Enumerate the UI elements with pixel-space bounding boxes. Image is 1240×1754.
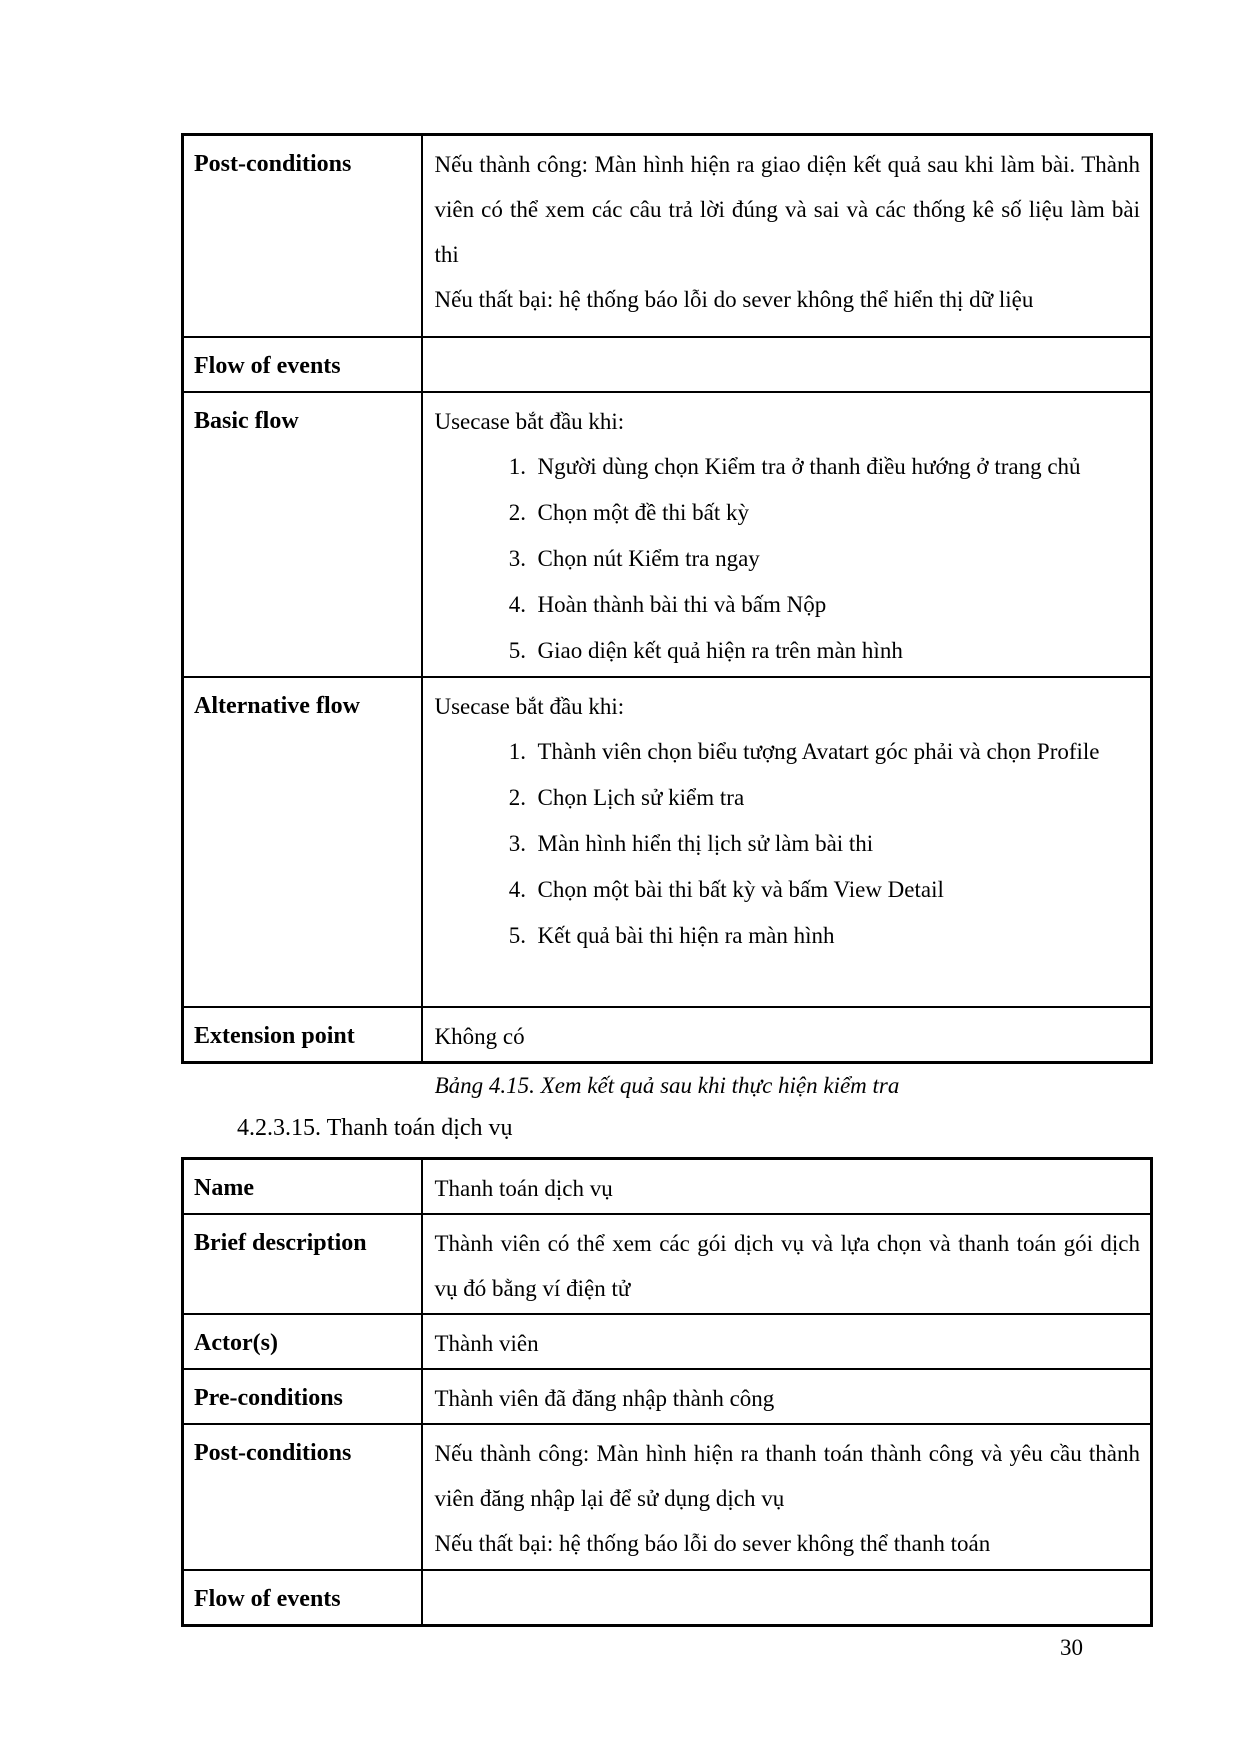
table-row-flow-of-events <box>183 1570 1152 1626</box>
table-row-post-conditions <box>183 1424 1152 1570</box>
table-row-post-conditions <box>183 135 1152 337</box>
step-item: 4. Chọn một bài thi bất kỳ và bấm View Detail <box>538 867 1141 913</box>
table-row-alternative-flow <box>183 677 1152 1007</box>
flow-intro: Usecase bắt đầu khi: <box>434 693 625 719</box>
row-content <box>422 1314 1152 1369</box>
document-content <box>181 133 1153 1627</box>
row-content <box>422 1158 1152 1214</box>
row-content-empty <box>422 337 1152 392</box>
table-caption: Bảng 4.15. Xem kết quả sau khi thực hiện kiểm tra <box>434 1072 900 1098</box>
paragraph: Thành viên <box>434 1330 539 1356</box>
table-row-brief-description <box>183 1214 1152 1314</box>
step-item: 2. Chọn Lịch sử kiểm tra <box>538 775 1141 821</box>
step-item: 3. Chọn nút Kiểm tra ngay <box>538 536 1141 582</box>
paragraph: Thanh toán dịch vụ <box>434 1175 613 1201</box>
table-row-extension-point <box>183 1007 1152 1063</box>
row-content <box>422 677 1152 1007</box>
table-row-name <box>183 1158 1152 1214</box>
step-item: 4. Hoàn thành bài thi và bấm Nộp <box>538 582 1141 628</box>
row-content <box>422 1369 1152 1424</box>
row-label: Flow of events <box>183 337 422 392</box>
row-content <box>422 1007 1152 1063</box>
step-item: 1. Người dùng chọn Kiểm tra ở thanh điều hướng ở trang chủ <box>538 444 1141 490</box>
row-label: Post-conditions <box>183 135 422 337</box>
table-row-actors <box>183 1314 1152 1369</box>
row-content <box>422 1214 1152 1314</box>
row-label: Basic flow <box>183 392 422 677</box>
table-row-flow-of-events <box>183 337 1152 392</box>
flow-intro: Usecase bắt đầu khi: <box>434 408 625 434</box>
table-row-basic-flow <box>183 392 1152 677</box>
step-item: 2. Chọn một đề thi bất kỳ <box>538 490 1141 536</box>
row-label: Alternative flow <box>183 677 422 1007</box>
alternative-flow-steps <box>435 729 1141 959</box>
paragraph: Nếu thành công: Màn hình hiện ra giao diện kết quả sau khi làm bài. Thành viên có thể xem các câu trả lời đúng và sai và các thống kê số liệu làm bài thi <box>434 152 1140 267</box>
row-label: Brief description <box>183 1214 422 1314</box>
section-heading: 4.2.3.15. Thanh toán dịch vụ <box>237 1114 513 1141</box>
row-label: Pre-conditions <box>183 1369 422 1424</box>
basic-flow-steps <box>435 444 1141 674</box>
usecase-table-payment <box>181 1157 1153 1627</box>
step-item: 3. Màn hình hiển thị lịch sử làm bài thi <box>538 821 1141 867</box>
row-label: Actor(s) <box>183 1314 422 1369</box>
row-content <box>422 135 1152 337</box>
paragraph: Nếu thất bại: hệ thống báo lỗi do sever không thể thanh toán <box>434 1530 991 1556</box>
page-number: 30 <box>1060 1635 1083 1660</box>
usecase-table-view-results <box>181 133 1153 1064</box>
row-label: Flow of events <box>183 1570 422 1626</box>
table-row-pre-conditions <box>183 1369 1152 1424</box>
step-item: 5. Kết quả bài thi hiện ra màn hình <box>538 913 1141 959</box>
row-label: Name <box>183 1158 422 1214</box>
row-label: Post-conditions <box>183 1424 422 1570</box>
row-content <box>422 1424 1152 1570</box>
step-item: 1. Thành viên chọn biểu tượng Avatart góc phải và chọn Profile <box>538 729 1141 775</box>
paragraph: Thành viên đã đăng nhập thành công <box>434 1385 775 1411</box>
row-content-empty <box>422 1570 1152 1626</box>
paragraph: Thành viên có thể xem các gói dịch vụ và lựa chọn và thanh toán gói dịch vụ đó bằng ví điện tử <box>434 1230 1140 1301</box>
row-label: Extension point <box>183 1007 422 1063</box>
row-content <box>422 392 1152 677</box>
paragraph: Không có <box>434 1023 525 1049</box>
step-item: 5. Giao diện kết quả hiện ra trên màn hình <box>538 628 1141 674</box>
paragraph: Nếu thành công: Màn hình hiện ra thanh toán thành công và yêu cầu thành viên đăng nhập lại để sử dụng dịch vụ <box>434 1440 1140 1511</box>
paragraph: Nếu thất bại: hệ thống báo lỗi do sever không thể hiển thị dữ liệu <box>434 287 1034 312</box>
